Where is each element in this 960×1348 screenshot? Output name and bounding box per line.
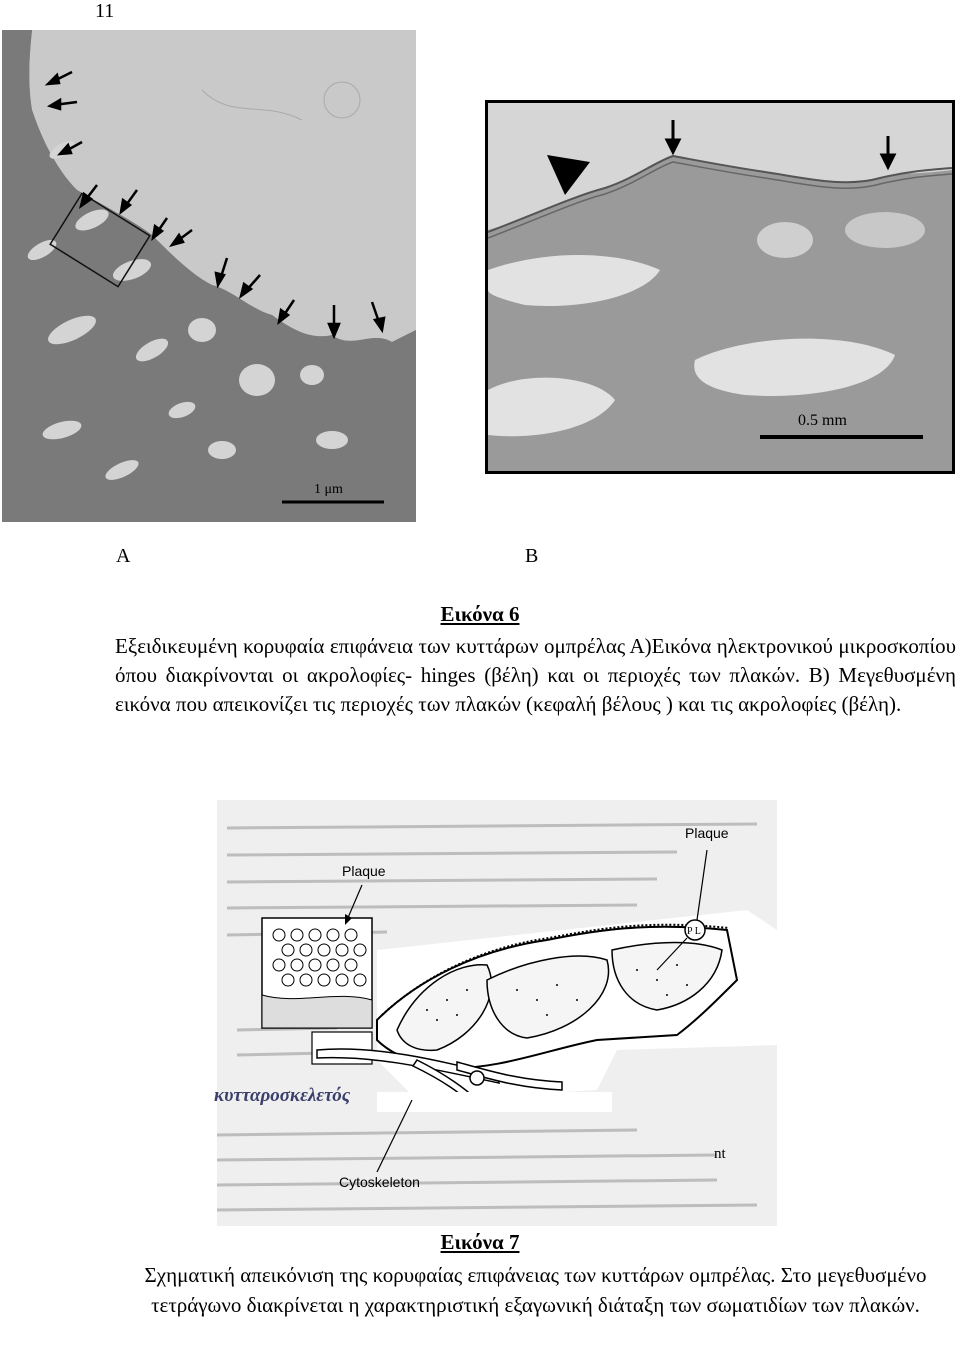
figure7-plaque-left-label: Plaque	[342, 863, 386, 879]
figure7-title: Εικόνα 7	[440, 1230, 520, 1254]
figure7-schematic	[217, 800, 777, 1226]
figure6-title: Εικόνα 6	[440, 602, 520, 626]
page-number: 11	[95, 0, 115, 22]
figure6-label-a: A	[116, 545, 131, 567]
figure7-pl-label: P L	[687, 926, 701, 937]
figure6-label-b: B	[525, 545, 539, 567]
figure6-panel-a-micrograph	[2, 30, 416, 522]
figure7-nt-label: nt	[714, 1146, 726, 1162]
figure7-plaque-right-label: Plaque	[685, 825, 729, 841]
figure7-cytoskeleton-label: Cytoskeleton	[339, 1174, 420, 1190]
figure7-caption: Σχηματική απεικόνιση της κορυφαίας επιφάνειας των κυττάρων ομπρέλας. Στο μεγεθυσμένο τετράγωνο διακρίνεται η χαρακτηριστική εξαγωνική διάταξη των σωματιδίων των πλακών.	[144, 1263, 927, 1317]
figure6a-scale-label: 1 μm	[314, 482, 343, 497]
figure6-panel-b-micrograph	[485, 100, 955, 474]
figure6b-scale-label: 0.5 mm	[798, 412, 847, 429]
figure6-caption: Εξειδικευμένη κορυφαία επιφάνεια των κυττάρων ομπρέλας Α)Εικόνα ηλεκτρονικού μικροσκοπίου όπου διακρίνονται οι ακρολοφίες- hinges (βέλη) και οι περιοχές των πλακών. Β) Μεγεθυσμένη εικόνα που απεικονίζει τις περιοχές των πλακών (κεφαλή βέλους ) και τις ακρολοφίες (βέλη).	[115, 634, 956, 716]
figure7-cytoskeleton-greek-label: κυτταροσκελετός	[214, 1085, 351, 1106]
